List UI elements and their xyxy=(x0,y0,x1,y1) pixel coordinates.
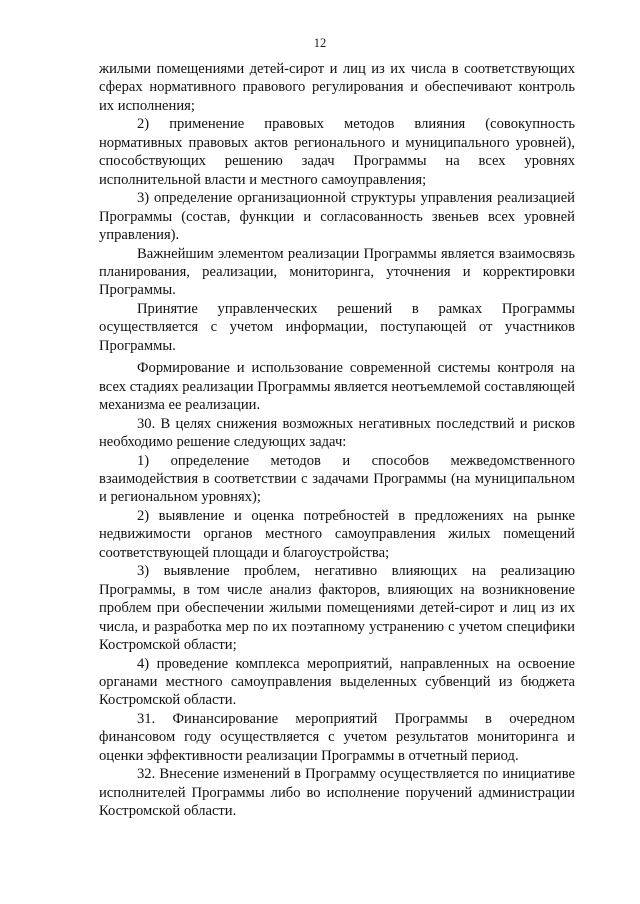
paragraph-30-task-2: 2) выявление и оценка потребностей в предложениях на рынке недвижимости органов местного самоуправления жилых помещений соответствующей площади и благоустройства; xyxy=(99,507,575,561)
paragraph-item-2-legal-methods: 2) применение правовых методов влияния (совокупность нормативных правовых актов регионального и муниципального уровней), способствующих решению задач Программы на всех уровнях исполнительной власти и местного самоуправления; xyxy=(99,116,575,188)
paragraph-continuation: жилыми помещениями детей-сирот и лиц из их числа в соответствующих сферах нормативного правового регулирования и обеспечивают контроль их исполнения; xyxy=(99,61,575,114)
paragraph-30-task-3: 3) выявление проблем, негативно влияющих на реализацию Программы, в том числе анализ факторов, влияющих на возникновение проблем при обеспечении жилыми помещениями детей-сирот и лиц из их числа, и разработка мер по их поэтапному устранению с учетом специфики Костромской области; xyxy=(99,563,575,654)
document-body xyxy=(99,60,575,821)
page-number: 12 xyxy=(313,36,327,50)
paragraph-31-financing: 31. Финансирование мероприятий Программы в очередном финансовом году осуществляется с учетом результатов мониторинга и оценки эффективности реализации Программы в отчетный период. xyxy=(99,710,575,764)
paragraph-32-amendments: 32. Внесение изменений в Программу осуществляется по инициативе исполнителей Программы либо во исполнение поручений администрации Костромской области. xyxy=(99,766,575,820)
paragraph-control-system: Формирование и использование современной системы контроля на всех стадиях реализации Программы является неотъемлемой составляющей механизма ее реализации. xyxy=(99,360,575,414)
paragraph-30-task-1: 1) определение методов и способов межведомственного взаимодействия в соответствии с задачами Программы (на муниципальном и региональном уровнях); xyxy=(99,452,575,506)
paragraph-management-decisions: Принятие управленческих решений в рамках Программы осуществляется с учетом информации, поступающей от участников Программы. xyxy=(99,300,575,354)
paragraph-item-3-org-structure: 3) определение организационной структуры управления реализацией Программы (состав, функции и согласованность звеньев всех уровней управления). xyxy=(99,190,575,244)
paragraph-30-risks: 30. В целях снижения возможных негативных последствий и рисков необходимо решение следующих задач: xyxy=(99,415,575,451)
paragraph-key-element: Важнейшим элементом реализации Программы является взаимосвязь планирования, реализации, мониторинга, уточнения и корректировки Программы. xyxy=(99,245,575,299)
paragraph-30-task-4: 4) проведение комплекса мероприятий, направленных на освоение органами местного самоуправления выделенных субвенций из бюджета Костромской области. xyxy=(99,655,575,709)
